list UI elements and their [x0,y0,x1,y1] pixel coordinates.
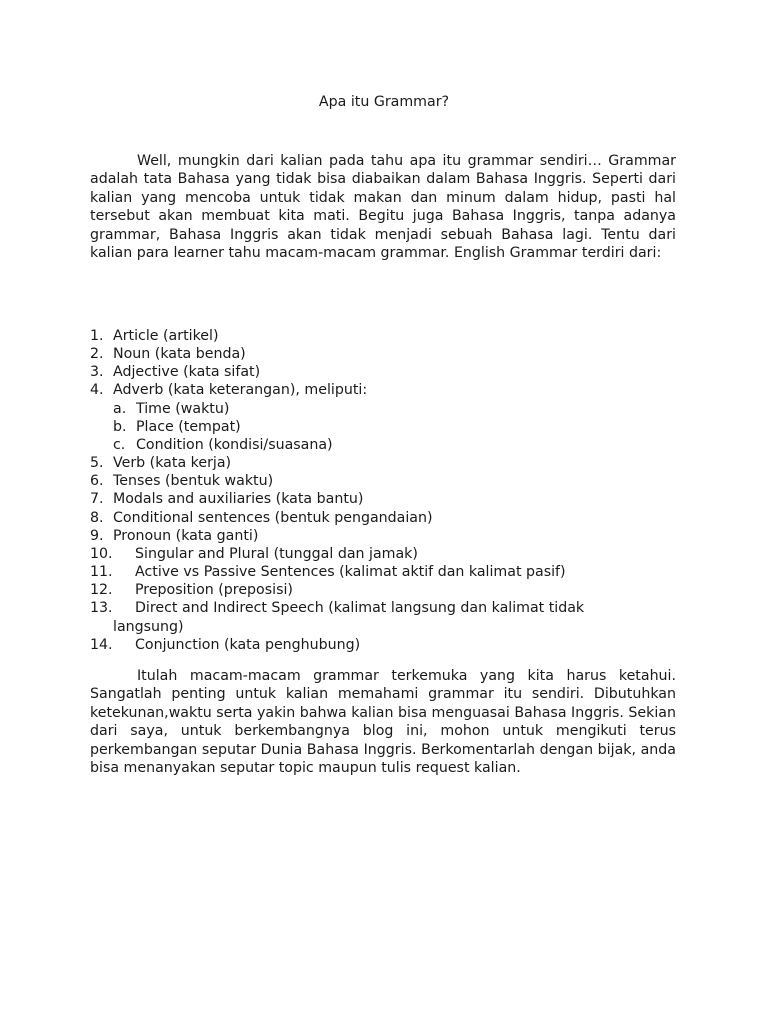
sublist-item-text: Time (waktu) [136,400,230,417]
list-item-text: Pronoun (kata ganti) [113,527,259,544]
sublist-item-letter: c. [113,436,126,453]
list-item [90,527,690,545]
intro-text: Well, mungkin dari kalian pada tahu apa itu grammar sendiri… Grammar adalah tata Bahasa yang tidak bisa diabaikan dalam Bahasa Inggris. Seperti dari kalian yang mencoba untuk tidak makan dan minum dalam hidup, pasti hal tersebut akan membuat kita mati. Begitu juga Bahasa Inggris, tanpa adanya grammar, Bahasa Inggris akan tidak menjadi sebuah Bahasa lagi. Tentu dari kalian para learner tahu macam-macam grammar. English Grammar terdiri dari: [90,153,676,262]
list-item [90,581,690,599]
list-item-number: 6. [90,473,104,490]
list-item-text: Modals and auxiliaries (kata bantu) [113,491,364,508]
list-item-text-continuation: langsung) [113,618,184,635]
document-title: Apa itu Grammar? [318,94,450,110]
list-item-number: 12. [90,582,113,599]
sublist-item-text: Place (tempat) [136,418,241,435]
list-item [90,454,690,472]
list-item-text: Noun (kata benda) [113,346,246,363]
closing-paragraph [90,667,676,777]
list-item-text: Tenses (bentuk waktu) [113,473,274,490]
list-item-number: 1. [90,328,104,344]
sublist-item-text: Condition (kondisi/suasana) [136,436,333,453]
list-item-text: Verb (kata kerja) [113,455,232,472]
adverb-sublist [90,400,690,454]
grammar-list [90,327,690,654]
list-item-text: Adjective (kata sifat) [113,364,261,381]
list-item-text: Direct and Indirect Speech (kalimat langsung dan kalimat tidak [135,600,585,617]
list-item-number: 13. [90,600,113,617]
list-item [90,599,690,635]
sublist-item-letter: a. [113,400,127,417]
list-item-number: 3. [90,364,104,381]
list-item-number: 9. [90,527,104,544]
list-item-text: Singular and Plural (tunggal dan jamak) [135,545,418,562]
list-item-text: Adverb (kata keterangan), meliputi: [113,382,368,399]
sublist-item-letter: b. [113,418,127,435]
sublist-item [90,436,690,454]
list-item-text: Conjunction (kata penghubung) [135,636,361,653]
list-item [90,327,690,345]
list-item-number: 2. [90,346,104,363]
list-item-text: Article (artikel) [113,328,219,344]
list-item-number: 14. [90,636,113,653]
sublist-item [90,400,690,418]
list-item-text: Conditional sentences (bentuk pengandaian) [113,509,433,526]
list-item [90,563,690,581]
list-item [90,509,690,527]
list-item [90,345,690,363]
sublist-item [90,418,690,436]
list-item [90,490,690,508]
list-item-number: 5. [90,455,104,472]
list-item-number: 10. [90,545,113,562]
list-item [90,472,690,490]
list-item-number: 7. [90,491,104,508]
list-item [90,545,690,563]
list-item-number: 11. [90,564,113,581]
intro-paragraph [90,152,676,262]
list-item-number: 8. [90,509,104,526]
list-item [90,363,690,381]
list-item-text: Preposition (preposisi) [135,582,293,599]
list-item-text: Active vs Passive Sentences (kalimat aktif dan kalimat pasif) [135,564,566,581]
closing-text: Itulah macam-macam grammar terkemuka yang kita harus ketahui. Sangatlah penting untuk kalian memahami grammar itu sendiri. Dibutuhkan ketekunan,waktu serta yakin bahwa kalian bisa menguasai Bahasa Inggris. Sekian dari saya, untuk berkembangnya blog ini, mohon untuk mengikuti terus perkembangan seputar Dunia Bahasa Inggris. Berkomentarlah dengan bijak, anda bisa menanyakan seputar topic maupun tulis request kalian. [90,668,676,777]
list-item-number: 4. [90,382,104,399]
list-item [90,381,690,454]
list-item [90,636,690,654]
